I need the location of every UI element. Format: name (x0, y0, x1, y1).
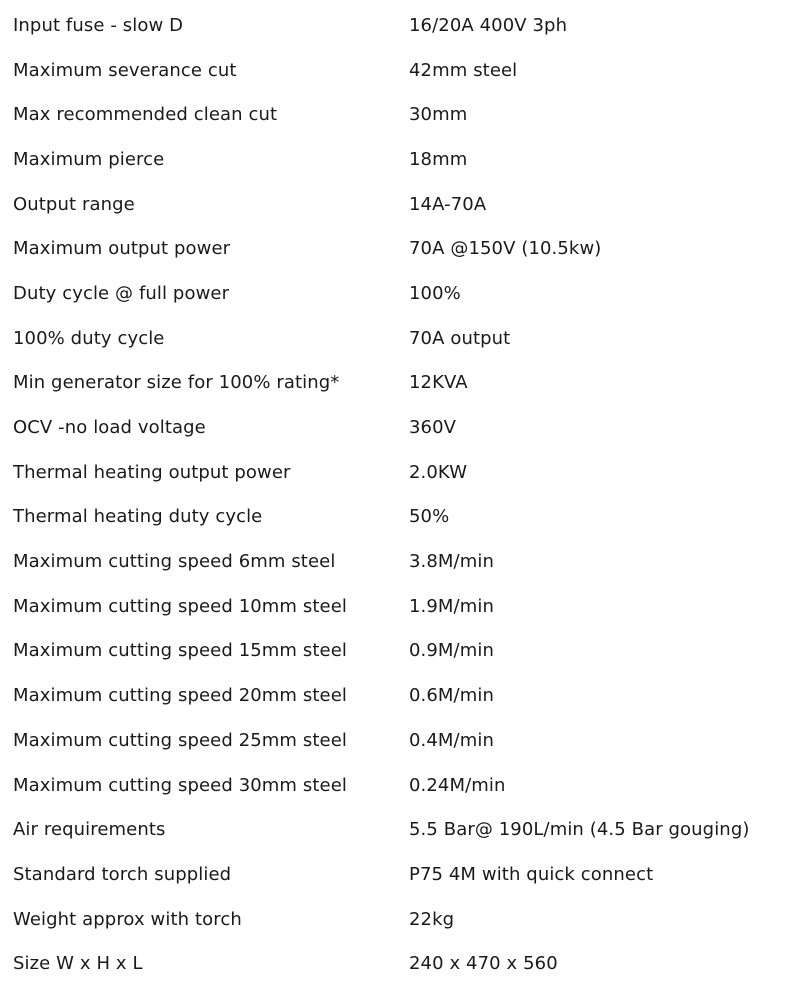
spec-label: OCV -no load voltage (13, 417, 206, 439)
spec-value: 240 x 470 x 560 (409, 953, 558, 975)
spec-value: 0.4M/min (409, 729, 494, 751)
spec-value: 5.5 Bar@ 190L/min (4.5 Bar gouging) (409, 819, 750, 841)
spec-label: Min generator size for 100% rating* (13, 372, 340, 394)
spec-row (0, 92, 796, 137)
spec-value: 42mm steel (409, 59, 518, 81)
spec-label: Air requirements (13, 819, 166, 841)
spec-value: 2.0KW (409, 461, 468, 483)
spec-row (0, 763, 796, 808)
spec-value: 0.6M/min (409, 685, 494, 707)
spec-row (0, 539, 796, 584)
spec-label: Output range (13, 193, 135, 215)
spec-label: Maximum cutting speed 30mm steel (13, 774, 347, 796)
spec-label: Maximum cutting speed 25mm steel (13, 729, 347, 751)
spec-label: Maximum cutting speed 15mm steel (13, 640, 347, 662)
spec-row (0, 271, 796, 316)
spec-value: 30mm (409, 104, 468, 126)
spec-label: Duty cycle @ full power (13, 282, 230, 304)
spec-row (0, 897, 796, 942)
spec-row (0, 226, 796, 271)
spec-value: 3.8M/min (409, 551, 494, 573)
spec-row (0, 405, 796, 450)
spec-label: Maximum cutting speed 10mm steel (13, 595, 347, 617)
spec-row (0, 450, 796, 495)
spec-row (0, 182, 796, 227)
spec-label: Maximum pierce (13, 148, 165, 170)
spec-label: Standard torch supplied (13, 863, 232, 885)
spec-value: 360V (409, 417, 457, 439)
spec-label: Input fuse - slow D (13, 14, 184, 36)
specifications-table (0, 3, 796, 986)
spec-row (0, 3, 796, 48)
spec-row (0, 316, 796, 361)
spec-label: Weight approx with torch (13, 908, 242, 930)
spec-label: Maximum cutting speed 6mm steel (13, 551, 336, 573)
spec-value: 18mm (409, 148, 468, 170)
spec-value: 22kg (409, 908, 455, 930)
spec-value: 100% (409, 282, 461, 304)
spec-row (0, 495, 796, 540)
spec-value: 70A output (409, 327, 511, 349)
spec-row (0, 941, 796, 986)
spec-value: 12KVA (409, 372, 468, 394)
spec-label: Maximum cutting speed 20mm steel (13, 685, 347, 707)
spec-row (0, 629, 796, 674)
spec-label: Thermal heating duty cycle (13, 506, 263, 528)
spec-row (0, 673, 796, 718)
spec-row (0, 852, 796, 897)
spec-row (0, 807, 796, 852)
specifications-table-body (0, 3, 796, 986)
spec-label: Max recommended clean cut (13, 104, 278, 126)
spec-value: 0.24M/min (409, 774, 506, 796)
spec-label: 100% duty cycle (13, 327, 165, 349)
spec-value: 14A-70A (409, 193, 487, 215)
spec-value: 70A @150V (10.5kw) (409, 238, 602, 260)
spec-value: 1.9M/min (409, 595, 494, 617)
spec-row (0, 361, 796, 406)
spec-label: Thermal heating output power (13, 461, 291, 483)
spec-row (0, 48, 796, 93)
spec-value: P75 4M with quick connect (409, 863, 654, 885)
spec-label: Maximum severance cut (13, 59, 237, 81)
spec-value: 0.9M/min (409, 640, 494, 662)
spec-row (0, 718, 796, 763)
spec-row (0, 137, 796, 182)
spec-row (0, 584, 796, 629)
spec-label: Size W x H x L (13, 953, 143, 975)
spec-value: 16/20A 400V 3ph (409, 14, 568, 36)
spec-label: Maximum output power (13, 238, 231, 260)
spec-value: 50% (409, 506, 450, 528)
